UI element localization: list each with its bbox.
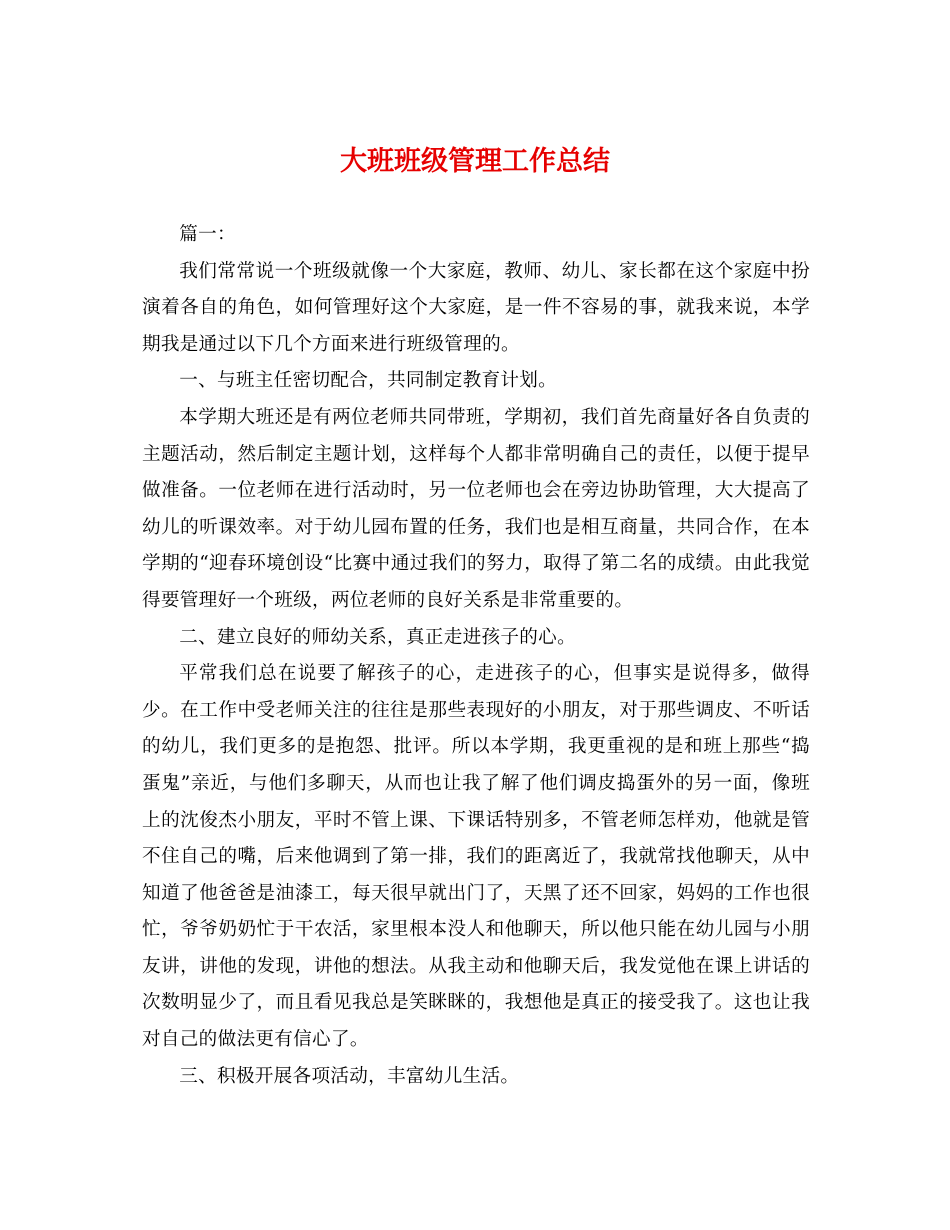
- section-heading: 二、建立良好的师幼关系，真正走进孩子的心。: [179, 626, 576, 648]
- section-heading: 一、与班主任密切配合，共同制定教育计划。: [179, 370, 558, 392]
- document-title: 大班班级管理工作总结: [340, 146, 610, 177]
- body-paragraph: 平常我们总在说要了解孩子的心，走进孩子的心，但事实是说得多，做得少。在工作中受老师关注的往往是那些表现好的小朋友，对于那些调皮、不听话的幼儿，我们更多的是抱怨、批评。所以本学期，我更重视的是和班上那些“捣蛋鬼”亲近，与他们多聊天，从而也让我了解了他们调皮捣蛋外的另一面，像班上的沈俊杰小朋友，平时不管上课、下课话特别多，不管老师怎样劝，他就是管不住自己的嘴，后来他调到了第一排，我们的距离近了，我就常找他聊天，从中知道了他爸爸是油漆工，每天很早就出门了，天黑了还不回家，妈妈的工作也很忙，爷爷奶奶忙于干农活，家里根本没人和他聊天，所以他只能在幼儿园与小朋友讲，讲他的发现，讲他的想法。从我主动和他聊天后，我发觉他在课上讲话的次数明显少了，而且看见我总是笑眯眯的，我想他是真正的接受我了。这也让我对自己的做法更有信心了。: [142, 663, 810, 1051]
- body-paragraph: 本学期大班还是有两位老师共同带班，学期初，我们首先商量好各自负责的主题活动，然后制定主题计划，这样每个人都非常明确自己的责任，以便于提早做准备。一位老师在进行活动时，另一位老师也会在旁边协助管理，大大提高了幼儿的听课效率。对于幼儿园布置的任务，我们也是相互商量，共同合作，在本学期的“迎春环境创设“比赛中通过我们的努力，取得了第二名的成绩。由此我觉得要管理好一个班级，两位老师的良好关系是非常重要的。: [142, 406, 810, 611]
- intro-paragraph: 我们常常说一个班级就像一个大家庭，教师、幼儿、家长都在这个家庭中扮演着各自的角色，如何管理好这个大家庭，是一件不容易的事，就我来说，本学期我是通过以下几个方面来进行班级管理的。: [142, 260, 810, 355]
- section-heading: 三、积极开展各项活动，丰富幼儿生活。: [179, 1065, 520, 1087]
- document-body: [142, 217, 810, 1095]
- section-label: 篇一：: [179, 224, 236, 245]
